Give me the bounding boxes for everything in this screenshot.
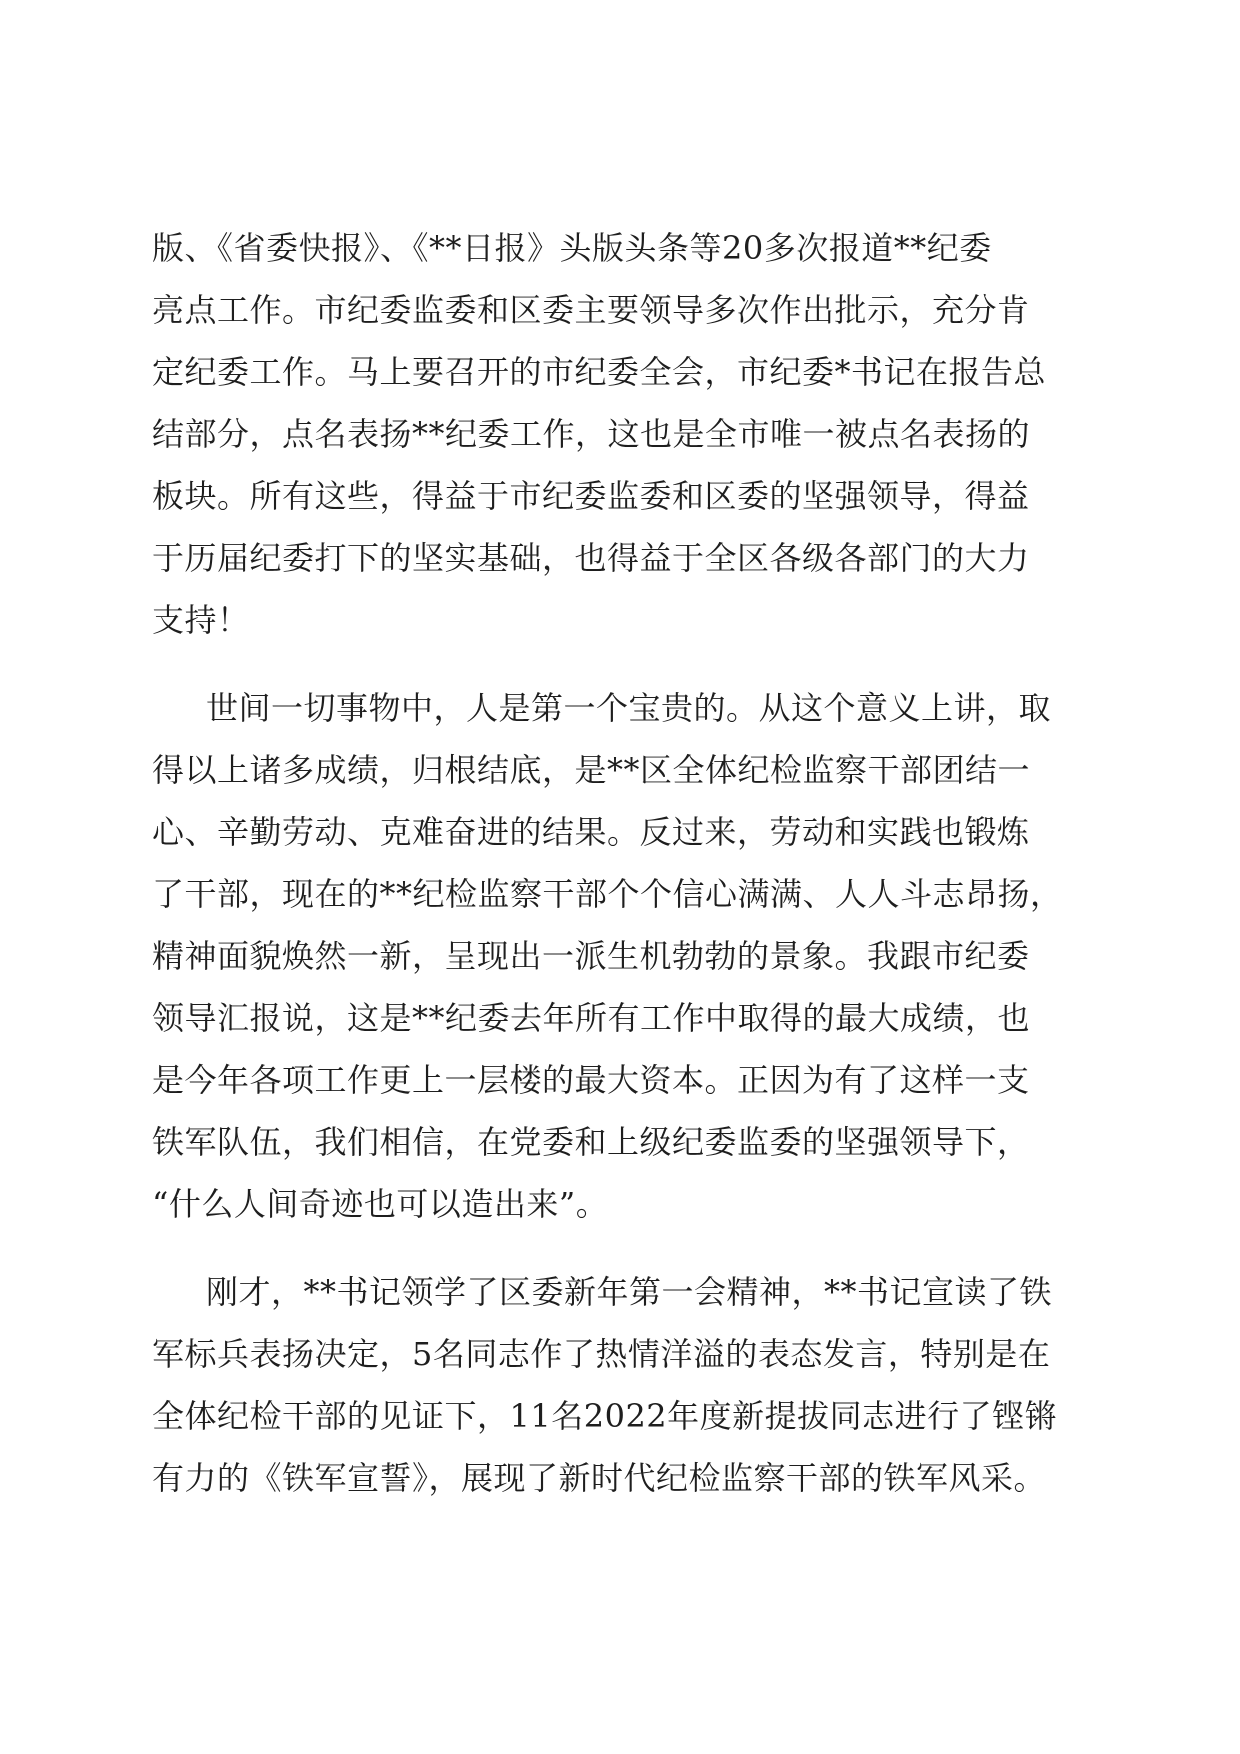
text-line: 板块。所有这些，得益于市纪委监委和区委的坚强领导，得益 xyxy=(152,477,1030,515)
text-line: 支持！ xyxy=(152,601,250,639)
text-line: 亮点工作。市纪委监委和区委主要领导多次作出批示，充分肯 xyxy=(152,291,1030,329)
text-line: 军标兵表扬决定，5名同志作了热情洋溢的表态发言，特别是在 xyxy=(152,1335,1051,1373)
text-line: 是今年各项工作更上一层楼的最大资本。正因为有了这样一支 xyxy=(152,1061,1030,1099)
text-line: 领导汇报说，这是**纪委去年所有工作中取得的最大成绩，也 xyxy=(152,999,1031,1037)
text-line: 结部分，点名表扬**纪委工作，这也是全市唯一被点名表扬的 xyxy=(152,415,1031,453)
text-line: 于历届纪委打下的坚实基础，也得益于全区各级各部门的大力 xyxy=(152,539,1030,577)
text-line: 全体纪检干部的见证下，11名2022年度新提拔同志进行了铿锵 xyxy=(152,1397,1058,1435)
text-line: 定纪委工作。马上要召开的市纪委全会，市纪委*书记在报告总 xyxy=(152,353,1047,391)
text-line: 世间一切事物中，人是第一个宝贵的。从这个意义上讲，取 xyxy=(206,689,1052,727)
text-line: 有力的《铁军宣誓》，展现了新时代纪检监察干部的铁军风采。 xyxy=(152,1459,1047,1497)
text-line: “什么人间奇迹也可以造出来”。 xyxy=(152,1185,609,1223)
text-line: 铁军队伍，我们相信，在党委和上级纪委监委的坚强领导下， xyxy=(152,1123,1030,1161)
text-line: 了干部，现在的**纪检监察干部个个信心满满、人人斗志昂扬， xyxy=(152,875,1063,913)
text-line: 刚才，**书记领学了区委新年第一会精神，**书记宣读了铁 xyxy=(206,1273,1053,1311)
text-line: 心、辛勤劳动、克难奋进的结果。反过来，劳动和实践也锻炼 xyxy=(152,813,1030,851)
text-line: 得以上诸多成绩，归根结底，是**区全体纪检监察干部团结一 xyxy=(152,751,1031,789)
text-line: 精神面貌焕然一新，呈现出一派生机勃勃的景象。我跟市纪委 xyxy=(152,937,1030,975)
text-line: 版、《省委快报》、《**日报》头版头条等20多次报道**纪委 xyxy=(152,229,992,267)
